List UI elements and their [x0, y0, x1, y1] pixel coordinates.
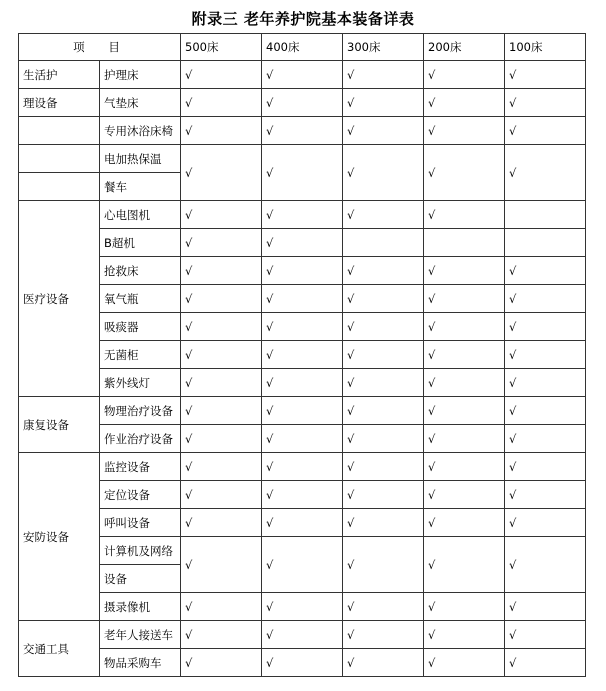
header-500: 500床	[181, 34, 262, 61]
check-mark: √	[343, 285, 424, 313]
check-mark: √	[181, 61, 262, 89]
item-cell: 无菌柜	[100, 341, 181, 369]
check-mark: √	[262, 341, 343, 369]
category-cell: 康复设备	[19, 397, 100, 453]
table-row	[19, 117, 586, 145]
check-mark: √	[262, 453, 343, 481]
item-cell: 护理床	[100, 61, 181, 89]
check-mark: √	[262, 145, 343, 201]
header-100: 100床	[505, 34, 586, 61]
check-mark: √	[505, 509, 586, 537]
check-mark: √	[505, 285, 586, 313]
check-mark: √	[424, 369, 505, 397]
table-row	[19, 425, 586, 453]
check-mark: √	[343, 369, 424, 397]
check-mark: √	[505, 397, 586, 425]
table-row	[19, 649, 586, 677]
check-mark: √	[343, 537, 424, 593]
header-300: 300床	[343, 34, 424, 61]
check-mark: √	[262, 425, 343, 453]
check-mark: √	[505, 341, 586, 369]
check-mark: √	[343, 481, 424, 509]
check-mark: √	[343, 89, 424, 117]
table-row	[19, 537, 586, 565]
check-mark: √	[424, 481, 505, 509]
category-cell	[19, 145, 100, 173]
check-mark: √	[424, 649, 505, 677]
check-mark: √	[181, 621, 262, 649]
check-mark: √	[343, 593, 424, 621]
item-cell: 摄录像机	[100, 593, 181, 621]
check-mark: √	[181, 453, 262, 481]
table-row	[19, 397, 586, 425]
item-cell: 电加热保温	[100, 145, 181, 173]
table-row	[19, 621, 586, 649]
check-mark: √	[505, 425, 586, 453]
item-cell: 呼叫设备	[100, 509, 181, 537]
item-cell: 监控设备	[100, 453, 181, 481]
check-mark: √	[262, 593, 343, 621]
check-mark: √	[262, 621, 343, 649]
check-mark: √	[424, 537, 505, 593]
check-mark: √	[181, 369, 262, 397]
check-mark: √	[343, 61, 424, 89]
item-cell: 紫外线灯	[100, 369, 181, 397]
check-mark: √	[343, 201, 424, 229]
check-mark: √	[424, 285, 505, 313]
check-mark: √	[424, 509, 505, 537]
check-mark: √	[424, 453, 505, 481]
check-mark: √	[505, 61, 586, 89]
check-mark: √	[424, 425, 505, 453]
check-mark: √	[181, 285, 262, 313]
check-mark: √	[262, 369, 343, 397]
check-mark: √	[505, 89, 586, 117]
check-mark: √	[343, 453, 424, 481]
check-mark: √	[181, 481, 262, 509]
check-mark: √	[343, 117, 424, 145]
item-cell: 老年人接送车	[100, 621, 181, 649]
check-mark: √	[262, 397, 343, 425]
check-mark: √	[262, 229, 343, 257]
empty-cell	[505, 201, 586, 229]
header-200: 200床	[424, 34, 505, 61]
item-cell: B超机	[100, 229, 181, 257]
check-mark: √	[181, 117, 262, 145]
check-mark: √	[505, 649, 586, 677]
check-mark: √	[424, 313, 505, 341]
item-cell: 气垫床	[100, 89, 181, 117]
item-cell: 氧气瓶	[100, 285, 181, 313]
check-mark: √	[181, 257, 262, 285]
check-mark: √	[262, 509, 343, 537]
check-mark: √	[343, 621, 424, 649]
table-row	[19, 285, 586, 313]
check-mark: √	[424, 201, 505, 229]
item-cell: 定位设备	[100, 481, 181, 509]
item-cell: 作业治疗设备	[100, 425, 181, 453]
check-mark: √	[505, 537, 586, 593]
check-mark: √	[262, 89, 343, 117]
check-mark: √	[343, 425, 424, 453]
empty-cell	[424, 229, 505, 257]
item-cell: 计算机及网络	[100, 537, 181, 565]
table-row	[19, 509, 586, 537]
table-row	[19, 89, 586, 117]
table-row	[19, 145, 586, 173]
table-row	[19, 341, 586, 369]
check-mark: √	[505, 117, 586, 145]
check-mark: √	[181, 229, 262, 257]
check-mark: √	[343, 397, 424, 425]
check-mark: √	[505, 313, 586, 341]
check-mark: √	[181, 397, 262, 425]
check-mark: √	[262, 285, 343, 313]
table-row	[19, 257, 586, 285]
check-mark: √	[424, 621, 505, 649]
item-cell: 吸痰器	[100, 313, 181, 341]
check-mark: √	[181, 649, 262, 677]
item-cell: 餐车	[100, 173, 181, 201]
check-mark: √	[424, 61, 505, 89]
table-row	[19, 201, 586, 229]
check-mark: √	[262, 61, 343, 89]
item-cell: 心电图机	[100, 201, 181, 229]
check-mark: √	[181, 425, 262, 453]
check-mark: √	[424, 89, 505, 117]
check-mark: √	[343, 145, 424, 201]
check-mark: √	[181, 593, 262, 621]
check-mark: √	[343, 313, 424, 341]
check-mark: √	[262, 117, 343, 145]
check-mark: √	[505, 145, 586, 201]
category-cell	[19, 173, 100, 201]
check-mark: √	[505, 453, 586, 481]
check-mark: √	[181, 341, 262, 369]
category-cell: 理设备	[19, 89, 100, 117]
category-cell: 生活护	[19, 61, 100, 89]
check-mark: √	[181, 537, 262, 593]
check-mark: √	[343, 257, 424, 285]
check-mark: √	[505, 621, 586, 649]
page-title: 附录三 老年养护院基本装备详表	[191, 10, 415, 28]
table-row	[19, 61, 586, 89]
header-item: 项 目	[19, 34, 181, 61]
check-mark: √	[505, 481, 586, 509]
check-mark: √	[343, 649, 424, 677]
check-mark: √	[424, 341, 505, 369]
table-row	[19, 593, 586, 621]
check-mark: √	[424, 593, 505, 621]
check-mark: √	[262, 201, 343, 229]
equipment-table	[18, 33, 586, 677]
item-cell: 抢救床	[100, 257, 181, 285]
check-mark: √	[424, 145, 505, 201]
check-mark: √	[262, 313, 343, 341]
check-mark: √	[181, 509, 262, 537]
check-mark: √	[505, 369, 586, 397]
check-mark: √	[424, 397, 505, 425]
check-mark: √	[181, 313, 262, 341]
item-cell: 物理治疗设备	[100, 397, 181, 425]
category-cell	[19, 117, 100, 145]
item-cell: 设备	[100, 565, 181, 593]
check-mark: √	[181, 201, 262, 229]
check-mark: √	[505, 593, 586, 621]
check-mark: √	[262, 537, 343, 593]
header-row	[19, 34, 586, 61]
check-mark: √	[424, 117, 505, 145]
check-mark: √	[262, 649, 343, 677]
check-mark: √	[181, 145, 262, 201]
check-mark: √	[181, 89, 262, 117]
table-row	[19, 313, 586, 341]
empty-cell	[505, 229, 586, 257]
check-mark: √	[343, 341, 424, 369]
table-row	[19, 453, 586, 481]
category-cell: 医疗设备	[19, 201, 100, 397]
table-row	[19, 369, 586, 397]
table-row	[19, 229, 586, 257]
category-cell: 交通工具	[19, 621, 100, 677]
category-cell: 安防设备	[19, 453, 100, 621]
check-mark: √	[262, 481, 343, 509]
item-cell: 专用沐浴床椅	[100, 117, 181, 145]
empty-cell	[343, 229, 424, 257]
check-mark: √	[424, 257, 505, 285]
item-cell: 物品采购车	[100, 649, 181, 677]
check-mark: √	[343, 509, 424, 537]
table-row	[19, 481, 586, 509]
check-mark: √	[505, 257, 586, 285]
check-mark: √	[262, 257, 343, 285]
header-400: 400床	[262, 34, 343, 61]
